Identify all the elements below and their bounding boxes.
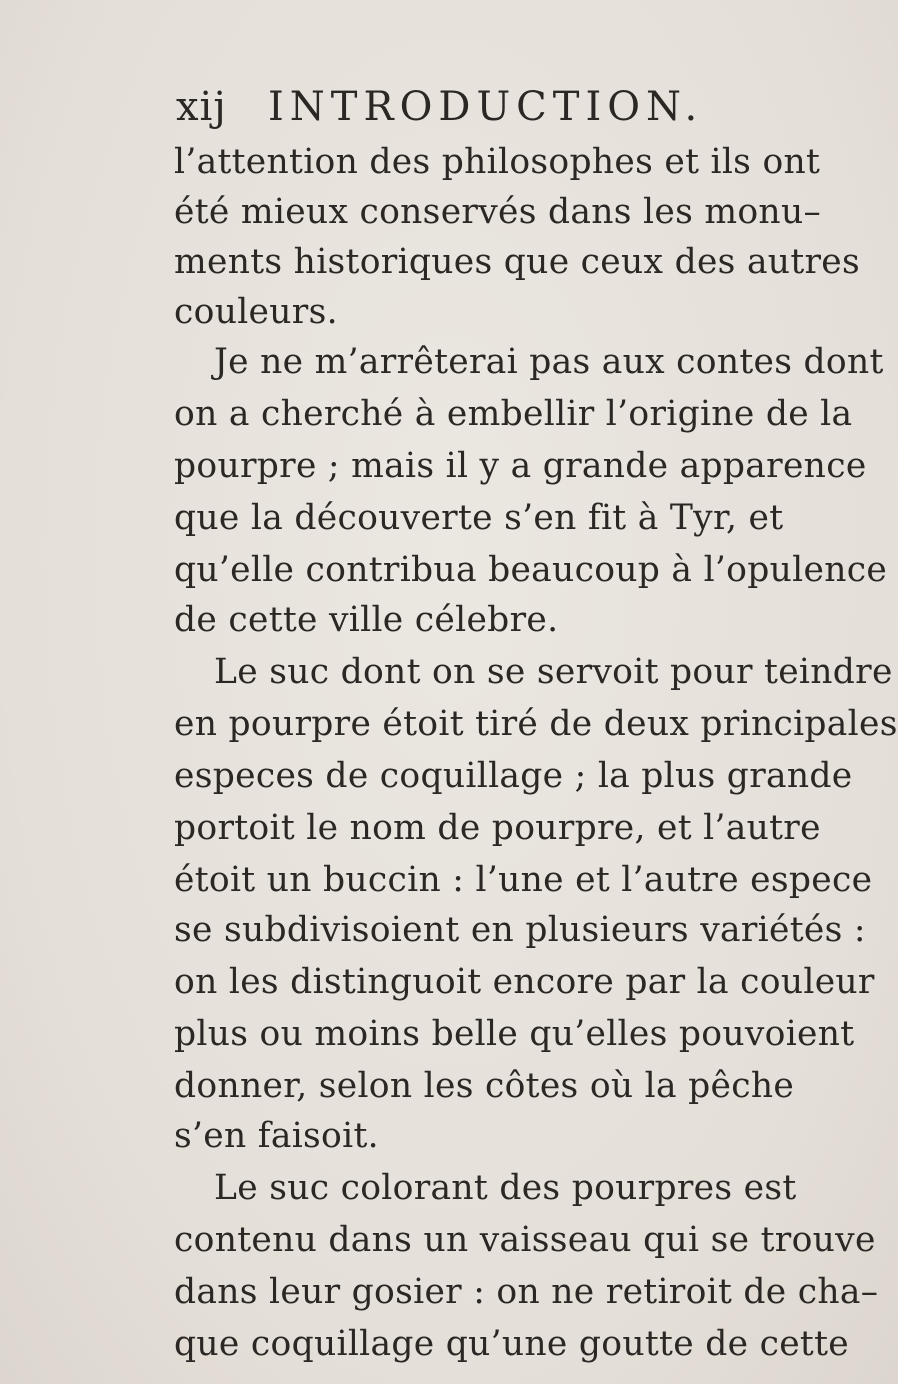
text-line: portoit le nom de pourpre, et l’autre [174, 808, 821, 848]
text-line: plus ou moins belle qu’elles pouvoient [174, 1014, 855, 1054]
text-line: on a cherché à embellir l’origine de la [174, 394, 853, 434]
text-line: de cette ville célebre. [174, 600, 559, 640]
text-line: dans leur gosier : on ne retiroit de cha– [174, 1272, 879, 1312]
text-line: on les distinguoit encore par la couleur [174, 962, 875, 1002]
text-line: l’attention des philosophes et ils ont [174, 142, 821, 182]
running-head [176, 84, 776, 140]
text-line: especes de coquillage ; la plus grande [174, 756, 853, 796]
text-line: en pourpre étoit tiré de deux principales [174, 704, 898, 744]
text-line: couleurs. [174, 292, 338, 332]
text-line: que la découverte s’en fit à Tyr, et [174, 498, 784, 538]
text-line: contenu dans un vaisseau qui se trouve [174, 1220, 876, 1260]
page-number: xij [176, 84, 227, 130]
paragraph-first-line: Je ne m’arrêterai pas aux contes dont [214, 342, 884, 382]
text-line: se subdivisoient en plusieurs variétés : [174, 910, 866, 950]
running-head-title: INTRODUCTION. [268, 84, 704, 130]
text-line: pourpre ; mais il y a grande apparence [174, 446, 867, 486]
text-line: donner, selon les côtes où la pêche [174, 1066, 795, 1106]
text-line: que coquillage qu’une goutte de cette [174, 1324, 849, 1364]
text-line: s’en faisoit. [174, 1116, 379, 1156]
text-line: étoit un buccin : l’une et l’autre espece [174, 860, 873, 900]
text-line: été mieux conservés dans les monu– [174, 192, 822, 232]
text-line: ments historiques que ceux des autres [174, 242, 861, 282]
text-line: qu’elle contribua beaucoup à l’opulence [174, 550, 888, 590]
paragraph-first-line: Le suc dont on se servoit pour teindre [214, 652, 893, 692]
paragraph-first-line: Le suc colorant des pourpres est [214, 1168, 797, 1208]
